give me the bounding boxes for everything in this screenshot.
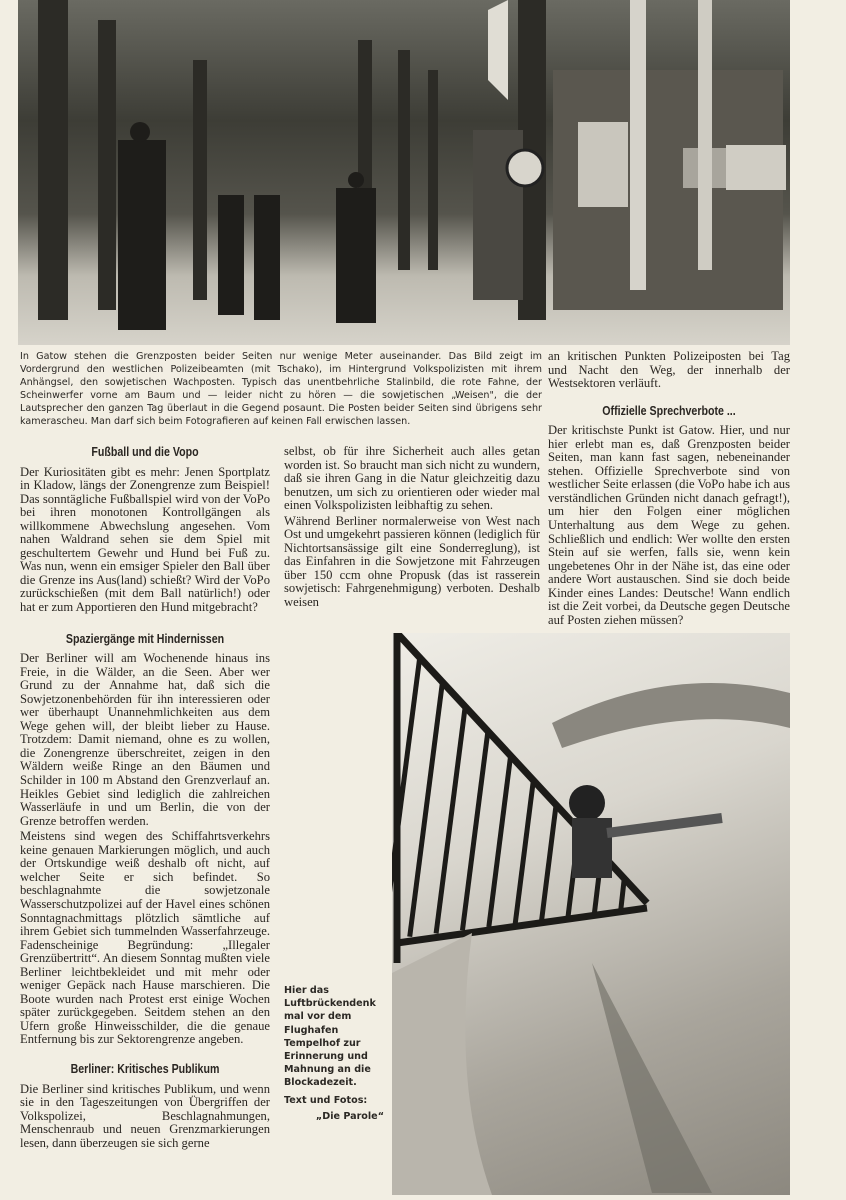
border-post-photo — [18, 0, 790, 345]
railing-bar — [410, 682, 443, 937]
railing-bar — [621, 878, 625, 911]
railing-bar — [462, 731, 487, 930]
section-spaziergaenge — [20, 633, 270, 1047]
paragraph: Der Kuriositäten gibt es mehr: Jenen Sportplatz in Kladow, längs der Zonengrenze zum Beispiel! Das sonntägliche Fußballspiel wird von der VoPo bei ihren monotonen Kontrollgängen als willkommene Abwechslung angesehen. Vom nahen Waldrand sehen sie dem Spiel mit geschultertem Gewehr und Hund bei Fuß zu. Was nun, wenn ein emsiger Spieler den Ball über die Grenze ins Aus(land) schießt? Wird der VoPo zurückschießen (mit dem Ball natürlich!) oder hat er zum Apportieren den Hund mitgebracht? — [20, 464, 270, 615]
paragraph: Meistens sind wegen des Schiffahrtsverkehrs keine genauen Markierungen möglich, und auch der Ortskundige weiß deshalb oft nicht, auf welcher Seite er sich befindet. So beschlagnahmte die sowjetzonale Wasserschutzpolizei auf der Havel eines schönen Sonntagnachmittags plötzlich sämtliche auf ihrem Gebiet sich tummelnden Wasserfahrzeuge. Fadenscheinige Begründung: „Illegaler Grenzübertritt“. An diesem Sonntag mußten viele Berliner leichtbekleidet und mit mehr oder weniger Gepäck nach Hause marschieren. Die Boote wurden nach Protest erst einige Wochen später zurückgegeben. Seitdem stehen an den Ufern große Hinweisschilder, die die genaue Entfernung bis zur Sektorengrenze angeben. — [20, 829, 270, 1047]
photo-credit-source: „Die Parole“ — [315, 1111, 384, 1122]
railing-bar — [489, 756, 511, 927]
section-heading: Offizielle Sprechverbote ... — [602, 403, 736, 418]
border-post-photo-art — [18, 0, 790, 345]
section-heading: Spaziergänge mit Hindernissen — [65, 631, 225, 646]
airlift-memorial-photo — [392, 633, 790, 1195]
bottom-photo-caption: Hier das Luftbrückendenkmal vor dem Flughafen Tempelhof zur Erinnerung und Mahnung an die Blockadezeit. — [284, 985, 376, 1089]
railing-bar — [515, 780, 533, 924]
photo-credit-label: Text und Fotos: — [284, 1095, 368, 1106]
column-middle — [284, 445, 540, 610]
paragraph: Der kritischste Punkt ist Gatow. Hier, und nur hier erlebt man es, daß Grenzposten beider Seiten, man kann fast sagen, nebeneinander stehen. Offizielle Sprechverbote sind von westlicher Seite erlassen (die VoPo habe ich aus verständlichen Gründen nicht danach gefragt!), um hier den Folgen einer möglichen Unterhaltung aus dem Wege zu gehen. Schließlich und endlich: Wer wollte den ersten Stein auf sie werfen, falls sie, wenn kein ungebetenes Ohr in der Nähe ist, das eine oder andere Wort austauschen. Sind sie doch beide Kinder eines Landes: Deutsche! Wann endlich ist die Zeit vorbei, da Deutsche gegen Deutsche auf Posten ziehen müssen? — [548, 423, 790, 627]
section-fussball — [20, 446, 270, 615]
paragraph: Der Berliner will am Wochenende hinaus ins Freie, in die Wälder, an die Seen. Aber wer Grund zu der Annahme hat, daß sich die Sowjetzonenbehörden für ihn interessieren oder wer überhaupt Unannehmlichkeiten aus dem Wege gehen will, der bleibt lieber zu Hause. Trotzdem: Damit niemand, ohne es zu wollen, die Zonengrenze überschreitet, zeigen in den Wäldern weiße Ringe an den Bäumen und Schilder in 100 m Abstand den Grenzverlauf an. Heikles Gebiet sind lediglich die zahlreichen Wasserläufe in und um Berlin, die von der Grenze betroffen werden. — [20, 651, 270, 828]
paragraph: Die Berliner sind kritisches Publikum, und wenn sie in den Tageszeitungen von Übergriffen der Volkspolizei, Beschlagnahmungen, Menschenraub und neuen Grenzmarkierungen lesen, dann überzeugen sie sich gerne — [20, 1081, 270, 1150]
column-right — [548, 350, 790, 627]
section-heading: Berliner: Kritisches Publikum — [70, 1061, 220, 1076]
railing-bar — [436, 707, 465, 934]
paragraph: selbst, ob für ihre Sicherheit auch alles getan worden ist. So braucht man sich nicht zu wundern, daß sie ihren Gang in die Natur gleichzeitig dazu benutzen, um sich zu orientieren oder wieder mal einen Volkspolizisten leibhaftig zu sehen. — [284, 444, 540, 513]
top-photo-caption: In Gatow stehen die Grenzposten beider Seiten nur wenige Meter auseinander. Das Bild zeigt im Vordergrund den westlichen Polizeibeamten (mit Tschako), im Hintergrund Volkspolizisten mit ihrem Anhängsel, den sowjetischen Wachposten. Typisch das unentbehrliche Stalinbild, die rote Fahne, der Scheinwerfer vorne am Baum und — leider nicht zu hören — die sowjetischen „Weisen", die der Lautsprecher den ganzen Tag überlaut in die Gegend posaunt. Die Posten beider Seiten sind übrigens sehr kamerascheu. Man darf sich beim Fotografieren auf keinen Fall erwischen lassen. — [20, 351, 542, 427]
paragraph: an kritischen Punkten Polizeiposten bei Tag und Nacht den Weg, der innerhalb der Westsektoren verläuft. — [548, 349, 790, 391]
section-heading: Fußball und die Vopo — [91, 445, 199, 459]
airlift-memorial-photo-art — [392, 633, 790, 1195]
column-left — [20, 446, 270, 1164]
section-kritisches-publikum — [20, 1063, 270, 1150]
railing-bar — [542, 805, 557, 921]
paragraph: Während Berliner normalerweise von West nach Ost und umgekehrt passieren können (lediglich für Nichtortsansässige gilt eine Sonderreglung), ist das Einfahren in die Sowjetzone mit Fahrzeugen über 150 ccm ohne Propusk (das ist rasserein sowjetisch: Fahrgenehmigung) verboten. Deshalb weisen — [284, 513, 541, 610]
